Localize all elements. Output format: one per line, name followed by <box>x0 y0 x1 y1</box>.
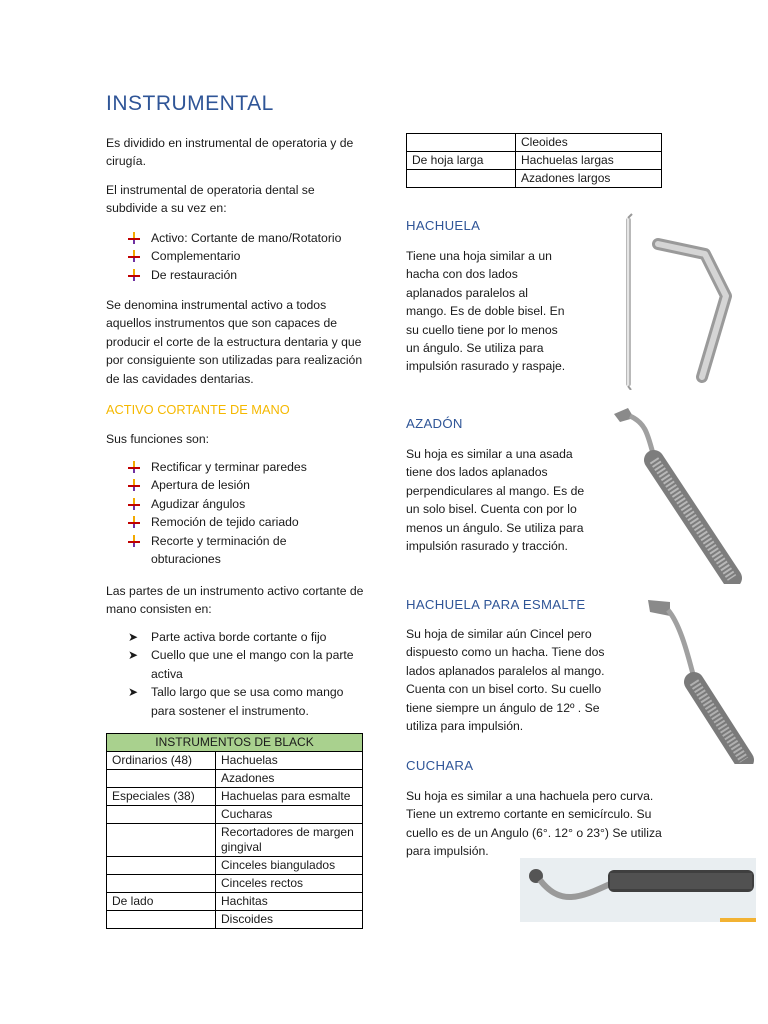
table-row <box>107 857 363 875</box>
list-item: Agudizar ángulos <box>106 495 368 513</box>
group-label: De lado <box>107 893 216 911</box>
intro-paragraph-1: Es dividido en instrumental de operatoria y de cirugía. <box>106 136 354 169</box>
table-row <box>107 875 363 893</box>
bullet-icon <box>128 250 140 262</box>
azadon-heading: AZADÓN <box>406 416 463 431</box>
group-label: Ordinarios (48) <box>107 752 216 770</box>
arrow-bullet-icon: ➤ <box>128 685 139 700</box>
table-row <box>407 134 662 152</box>
hachuela-esmalte-instrument-image <box>640 594 760 764</box>
group-label: De hoja larga <box>407 152 516 170</box>
table-cell: Cinceles rectos <box>216 875 363 893</box>
table-cell: Azadones <box>216 770 363 788</box>
table-row <box>407 170 662 188</box>
empty-cell <box>107 875 216 893</box>
list-item: ➤ Parte activa borde cortante o fijo <box>106 628 368 646</box>
azadon-text: Su hoja es similar a una asada tiene dos lados aplanados perpendiculares al mango. Es de un solo bisel. Cuenta con por lo menos un ángulo. Se utiliza para impulsión rasurado y tracción. <box>406 447 585 554</box>
group-label: Especiales (38) <box>107 788 216 806</box>
bullet-icon <box>128 516 140 528</box>
table-cell: Hachuelas largas <box>516 152 662 170</box>
cuchara-text: Su hoja es similar a una hachuela pero curva. Tiene un extremo cortante en semicírculo. Su cuello es de un Angulo (6°. 12° o 23°) Se utiliza para impulsión. <box>406 789 662 859</box>
empty-cell <box>107 911 216 929</box>
list-item: Apertura de lesión <box>106 476 368 494</box>
table-cell: Cinceles biangulados <box>216 857 363 875</box>
table-cell: Hachuelas para esmalte <box>216 788 363 806</box>
functions-list <box>106 458 368 568</box>
list-item: Rectificar y terminar paredes <box>106 458 368 476</box>
table-row <box>107 893 363 911</box>
bullet-icon <box>128 461 140 473</box>
table-row <box>107 824 363 857</box>
intro-paragraph-2: El instrumental de operatoria dental se subdivide a su vez en: <box>106 183 315 216</box>
cuchara-instrument-image <box>520 858 756 922</box>
hachuela-instrument-image <box>610 212 750 390</box>
intro-paragraph-3: Se denomina instrumental activo a todos aquellos instrumentos que son capaces de producir el corte de la estructura dentaria y que por consiguiente son utilizadas para realización de las cavidades dentarias. <box>106 298 363 386</box>
table-row <box>107 788 363 806</box>
functions-intro: Sus funciones son: <box>106 432 209 446</box>
empty-cell <box>407 170 516 188</box>
bullet-icon <box>128 269 140 281</box>
table-cell: Hachuelas <box>216 752 363 770</box>
table-cell: Azadones largos <box>516 170 662 188</box>
parts-list <box>106 628 368 720</box>
list-item: Remoción de tejido cariado <box>106 513 368 531</box>
bullet-icon <box>128 479 140 491</box>
bullet-icon <box>128 232 140 244</box>
table-row <box>107 911 363 929</box>
page-title: INSTRUMENTAL <box>106 92 274 115</box>
list-item: ➤ Tallo largo que se usa como mango para sostener el instrumento. <box>128 685 344 718</box>
black-instruments-table <box>106 733 363 929</box>
table-cell: Cleoides <box>516 134 662 152</box>
arrow-bullet-icon: ➤ <box>128 648 139 663</box>
hachuela-esmalte-text: Su hoja de similar aún Cincel pero dispuesto como un hacha. Tiene dos lados aplanados paralelos al mango. Cuenta con un bisel corto. Su cuello tiene siempre un ángulo de 12º . Se utiliza para impulsión. <box>406 627 605 734</box>
table-row <box>107 770 363 788</box>
long-blade-table <box>406 133 662 188</box>
list-item: Activo: Cortante de mano/Rotatorio <box>106 229 368 247</box>
table-row <box>407 152 662 170</box>
empty-cell <box>107 824 216 857</box>
parts-intro: Las partes de un instrumento activo cortante de mano consisten en: <box>106 584 364 617</box>
empty-cell <box>107 857 216 875</box>
bullet-icon <box>128 535 140 547</box>
activo-heading: ACTIVO CORTANTE DE MANO <box>106 402 290 417</box>
instrument-type-list <box>106 229 368 284</box>
table-row <box>107 806 363 824</box>
table-cell: Recortadores de margen gingival <box>216 824 363 857</box>
bullet-icon <box>128 498 140 510</box>
table-cell: Hachitas <box>216 893 363 911</box>
hachuela-text: Tiene una hoja similar a un hacha con dos lados aplanados paralelos al mango. Es de doble bisel. En su cuello tiene por lo menos un ángulo. Se utiliza para impulsión rasurado y raspaje. <box>406 249 566 374</box>
hachuela-heading: HACHUELA <box>406 218 481 233</box>
empty-cell <box>407 134 516 152</box>
empty-cell <box>107 770 216 788</box>
empty-cell <box>107 806 216 824</box>
list-item: Complementario <box>106 247 368 265</box>
table-header: INSTRUMENTOS DE BLACK <box>107 734 363 752</box>
list-item: De restauración <box>106 266 368 284</box>
list-item: ➤ Cuello que une el mango con la parte activa <box>128 648 354 681</box>
list-item: Recorte y terminación de obturaciones <box>106 532 331 569</box>
table-cell: Discoides <box>216 911 363 929</box>
hachuela-esmalte-heading: HACHUELA PARA ESMALTE <box>406 597 586 612</box>
cuchara-heading: CUCHARA <box>406 758 474 773</box>
table-row <box>107 752 363 770</box>
table-cell: Cucharas <box>216 806 363 824</box>
arrow-bullet-icon: ➤ <box>128 630 139 644</box>
azadon-instrument-image <box>608 404 748 584</box>
